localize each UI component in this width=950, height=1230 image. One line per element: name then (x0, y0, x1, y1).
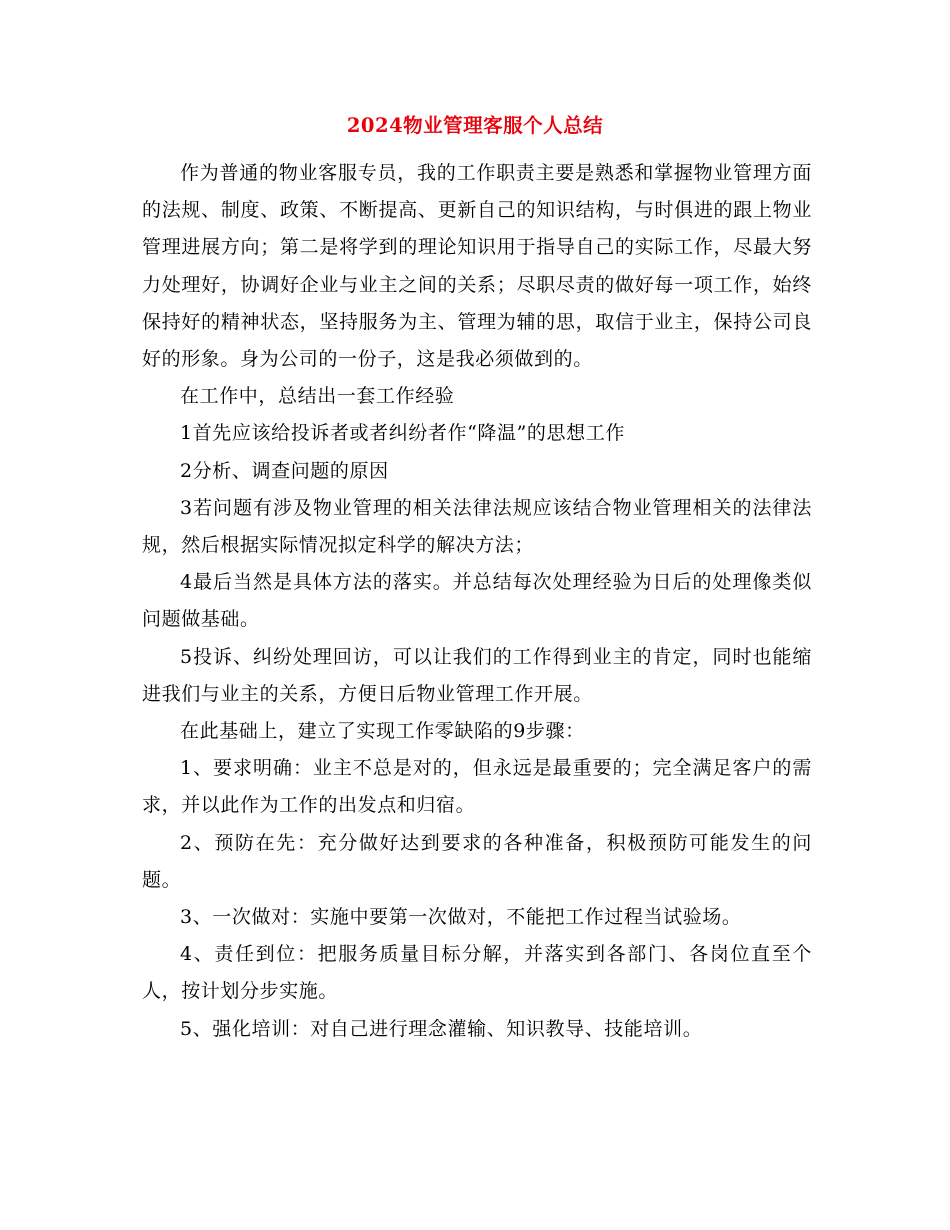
paragraph-step-3: 3、一次做对：实施中要第一次做对，不能把工作过程当试验场。 (180, 906, 742, 929)
paragraph-experience-5: 5投诉、纠纷处理回访，可以让我们的工作得到业主的肯定，同时也能缩进我们与业主的关系，方便日后物业管理工作开展。 (142, 645, 812, 705)
paragraph-experience-1: 1首先应该给投诉者或者纠纷者作“降温”的思想工作 (180, 422, 625, 445)
paragraph-step-5: 5、强化培训：对自己进行理念灌输、知识教导、技能培训。 (180, 1017, 703, 1040)
paragraph-step-4: 4、责任到位：把服务质量目标分解，并落实到各部门、各岗位直至个人，按计划分步实施。 (142, 943, 812, 1003)
paragraph-experience-2: 2分析、调查问题的原因 (180, 459, 389, 482)
paragraph-experience-3: 3若问题有涉及物业管理的相关法律法规应该结合物业管理相关的法律法规，然后根据实际情况拟定科学的解决方法； (142, 496, 812, 557)
document-body (142, 155, 812, 1048)
paragraph-experience-4: 4最后当然是具体方法的落实。并总结每次处理经验为日后的处理像类似问题做基础。 (142, 571, 812, 631)
paragraph-intro: 作为普通的物业客服专员，我的工作职责主要是熟悉和掌握物业管理方面的法规、制度、政策、不断提高、更新自己的知识结构，与时俱进的跟上物业管理进展方向；第二是将学到的理论知识用于指导自己的实际工作，尽最大努力处理好，协调好企业与业主之间的关系；尽职尽责的做好每一项工作，始终保持好的精神状态，坚持服务为主、管理为辅的思，取信于业主，保持公司良好的形象。身为公司的一份子，这是我必须做到的。 (142, 162, 812, 371)
paragraph-step-2: 2、预防在先：充分做好达到要求的各种准备，积极预防可能发生的问题。 (142, 831, 812, 891)
paragraph-steps-heading: 在此基础上，建立了实现工作零缺陷的9步骤： (180, 720, 585, 743)
paragraph-step-1: 1、要求明确：业主不总是对的，但永远是最重要的；完全满足客户的需求，并以此作为工作的出发点和归宿。 (142, 757, 812, 817)
paragraph-experience-heading: 在工作中，总结出一套工作经验 (180, 385, 455, 408)
document-title: 2024物业管理客服个人总结 (346, 114, 604, 137)
